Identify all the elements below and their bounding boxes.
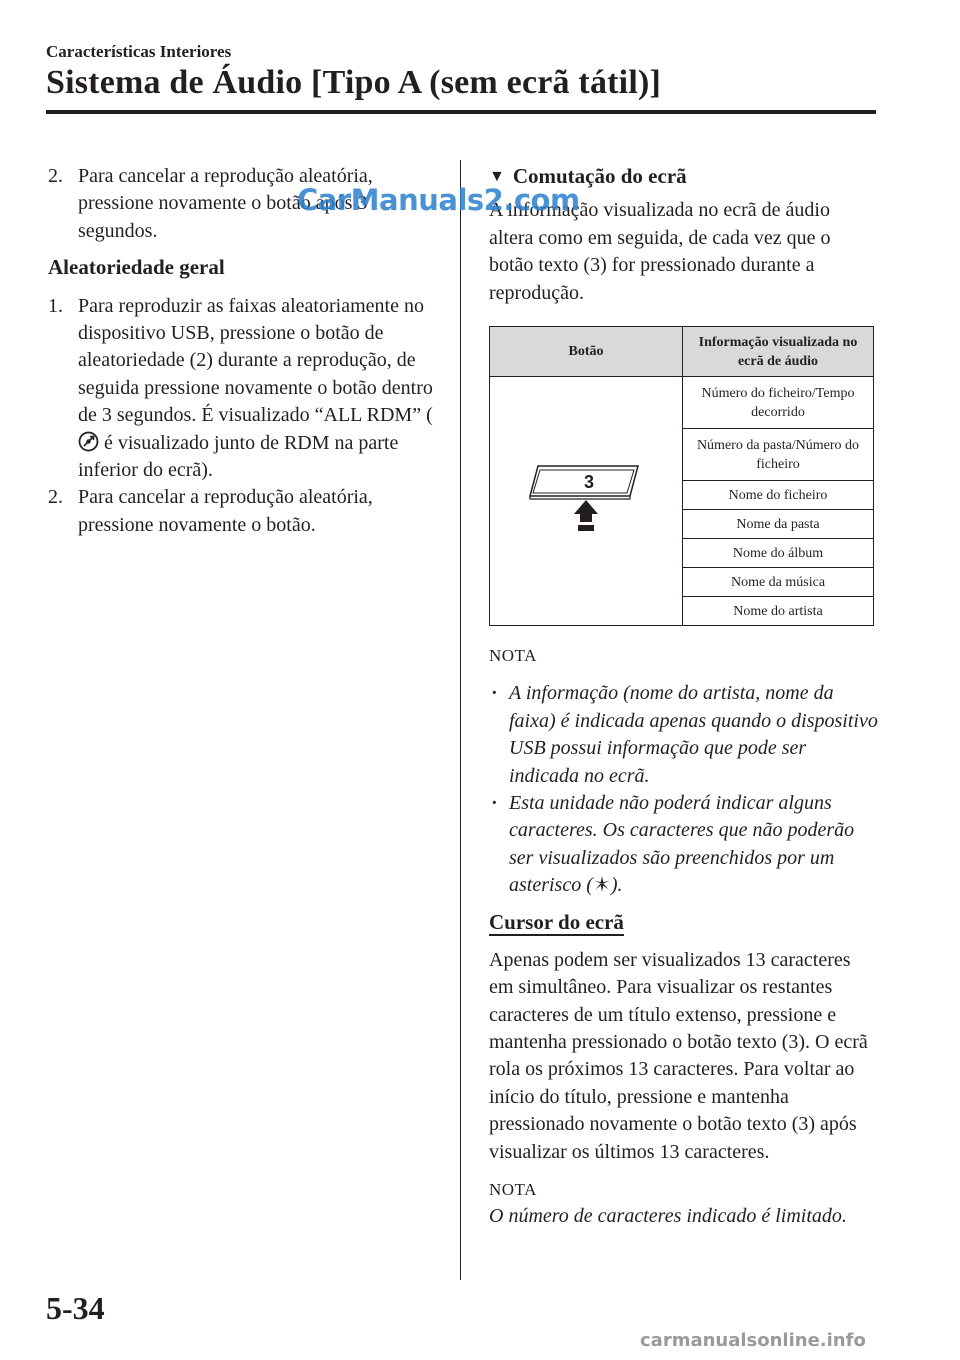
text-button-illustration: [526, 458, 646, 538]
nota-bullet: [489, 680, 879, 790]
list-item-cancel-2: [48, 484, 438, 539]
list-number: 1.: [48, 294, 63, 317]
intro-paragraph: A informação visualizada no ecrã de áudio altera como em seguida, de cada vez que o botão texto (3) for pressionado durante a reprodução.: [489, 199, 831, 304]
page-number: 5-34: [46, 1290, 105, 1326]
nota2-text: O número de caracteres indicado é limitado.: [489, 1205, 847, 1228]
button-number-label: 3: [584, 472, 595, 493]
list-text: Para cancelar a reprodução aleatória, pressione novamente o botão.: [78, 486, 373, 536]
table-cell-info: Número do ficheiro/Tempo decorrido: [683, 377, 874, 429]
table-cell-info: Nome do ficheiro: [683, 481, 874, 510]
list-text: Para reproduzir as faixas aleatoriamente no dispositivo USB, pressione o botão de aleatoriedade (2) durante a reprodução, de seguida pressione novamente o botão dentro de 3 segundos. É visualizado “ALL RDM” (: [78, 294, 433, 427]
nota-title: NOTA: [489, 646, 537, 666]
cursor-paragraph: Apenas podem ser visualizados 13 caracteres em simultâneo. Para visualizar os restantes caracteres de um título extenso, pressione e mantenha pressionado o botão texto (3). O ecrã rola os próximos 13 caracteres. Para voltar ao início do título, pressione e mantenha pressionado novamente o botão texto (3) após visualizar os últimos 13 caracteres.: [489, 948, 868, 1163]
table-cell-info: Nome da música: [683, 568, 874, 597]
chapter-title: Sistema de Áudio [Tipo A (sem ecrã tátil)]: [46, 64, 662, 101]
heading-screen-cursor: Cursor do ecrã: [489, 909, 624, 934]
nota-bullet-text: Esta unidade não poderá indicar alguns caracteres. Os caracteres que não poderão ser visualizados são preenchidos por um asterisco (: [509, 792, 855, 897]
table-cell-info: Número da pasta/Número do ficheiro: [683, 429, 874, 481]
header-rule: [46, 110, 876, 114]
right-column: [489, 163, 879, 1231]
subheading-random: Aleatoriedade geral: [48, 255, 225, 280]
nota-bullet: [489, 790, 879, 900]
table-cell-info: Nome da pasta: [683, 510, 874, 539]
section-label: Características Interiores: [46, 42, 232, 61]
left-column: [48, 163, 438, 539]
table-header-button: Botão: [490, 327, 683, 377]
triangle-down-icon: ▼: [489, 168, 505, 185]
display-info-table: [489, 326, 874, 626]
column-divider: [460, 160, 461, 1280]
nota-bullet-text: A informação (nome do artista, nome da faixa) é indicada apenas quando o dispositivo USB possui informação que pode ser indicada no ecrã.: [509, 682, 878, 787]
nota-bullet-suffix: ).: [610, 874, 623, 897]
watermark-logo: CarManuals2.com: [297, 183, 580, 217]
heading-text: Comutação do ecrã: [512, 164, 687, 188]
table-cell-info: Nome do álbum: [683, 539, 874, 568]
bullet-dot: ·: [491, 792, 498, 815]
table-row: [490, 377, 874, 429]
list-text: Para cancelar a reprodução aleatória, pressione novamente o botão após 3 segundos.: [78, 165, 373, 242]
list-number: 2.: [48, 486, 63, 509]
list-text: é visualizado junto de RDM na parte inferior do ecrã).: [78, 431, 399, 482]
bullet-dot: ·: [491, 682, 498, 705]
watermark-url: carmanualsonline.info: [640, 1330, 866, 1351]
list-item-random: [48, 293, 438, 485]
table-cell-info: Nome do artista: [683, 597, 874, 626]
button-illustration-cell: [490, 377, 683, 626]
table-header-info: Informação visualizada no ecrã de áudio: [683, 327, 874, 377]
asterisk-icon: [593, 875, 611, 893]
list-number: 2.: [48, 165, 63, 187]
random-disc-icon: [78, 431, 99, 452]
arrow-up-icon: [574, 500, 598, 522]
nota-bullets: [489, 680, 879, 899]
nota2-title: NOTA: [489, 1179, 537, 1199]
